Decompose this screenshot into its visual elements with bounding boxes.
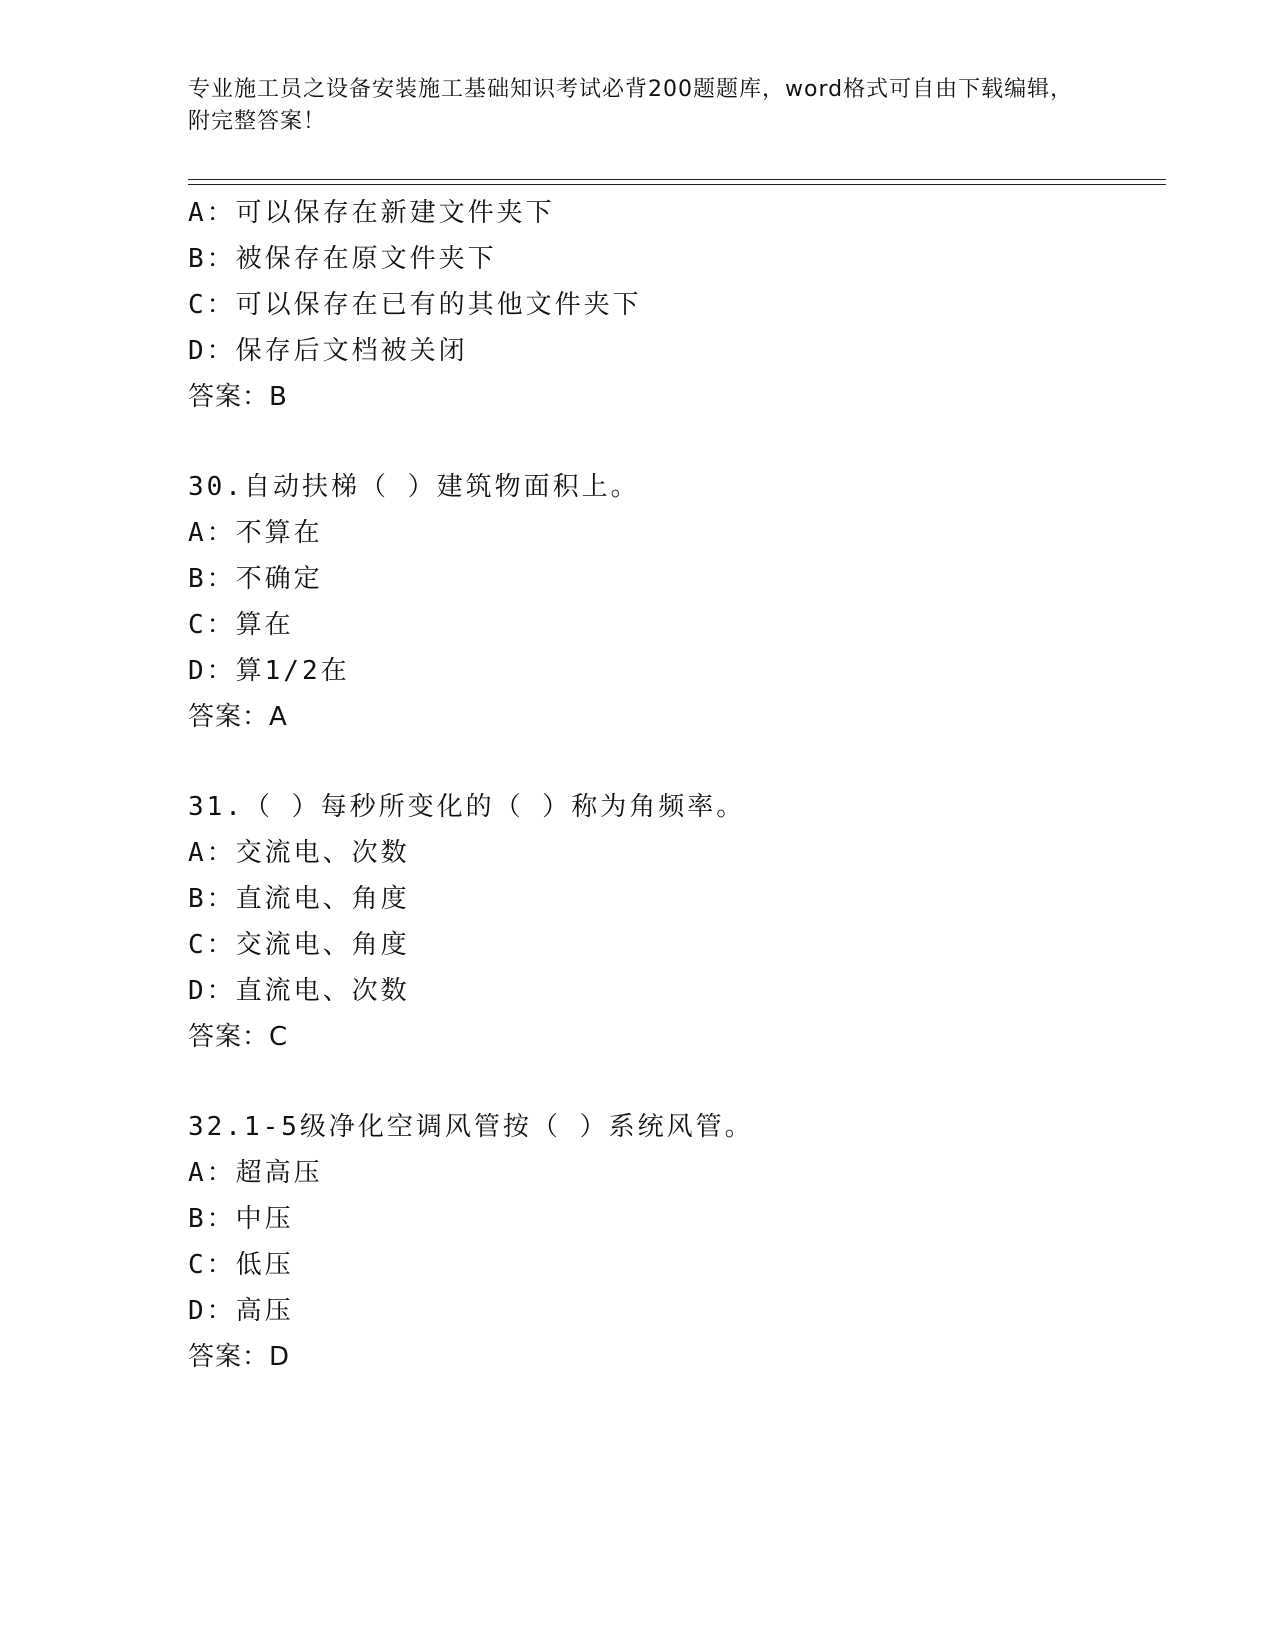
option-b: B：被保存在原文件夹下	[188, 244, 497, 274]
question-text: 30.自动扶梯（ ）建筑物面积上。	[188, 472, 640, 502]
option-d: D：算1/2在	[188, 656, 350, 686]
header-divider-bottom	[188, 184, 1166, 185]
question-text: 32.1-5级净化空调风管按（ ）系统风管。	[188, 1112, 754, 1142]
option-c: C：低压	[188, 1250, 294, 1280]
document-header	[188, 74, 1088, 138]
question-text: 31.（ ）每秒所变化的（ ）称为角频率。	[188, 792, 746, 822]
question-list	[188, 190, 1168, 1380]
option-d: D：高压	[188, 1296, 294, 1326]
option-d: D：保存后文档被关闭	[188, 336, 468, 366]
option-c: C：交流电、角度	[188, 930, 410, 960]
answer-line: 答案：A	[188, 702, 288, 732]
question-block-31	[188, 784, 1168, 1060]
answer-line: 答案：C	[188, 1022, 289, 1052]
option-a: A：交流电、次数	[188, 838, 410, 868]
header-divider-top	[188, 179, 1166, 180]
option-c: C：算在	[188, 610, 294, 640]
answer-line: 答案：B	[188, 382, 288, 412]
option-b: B：不确定	[188, 564, 323, 594]
option-a: A：不算在	[188, 518, 323, 548]
document-title: 专业施工员之设备安装施工基础知识考试必背200题题库，word格式可自由下载编辑，附完整答案！	[188, 77, 1074, 134]
option-a: A：可以保存在新建文件夹下	[188, 198, 555, 228]
option-c: C：可以保存在已有的其他文件夹下	[188, 290, 642, 320]
option-b: B：直流电、角度	[188, 884, 410, 914]
question-block-30	[188, 464, 1168, 740]
answer-line: 答案：D	[188, 1342, 291, 1372]
question-block-32	[188, 1104, 1168, 1380]
option-a: A：超高压	[188, 1158, 323, 1188]
question-block-29	[188, 190, 1168, 420]
option-d: D：直流电、次数	[188, 976, 410, 1006]
option-b: B：中压	[188, 1204, 294, 1234]
